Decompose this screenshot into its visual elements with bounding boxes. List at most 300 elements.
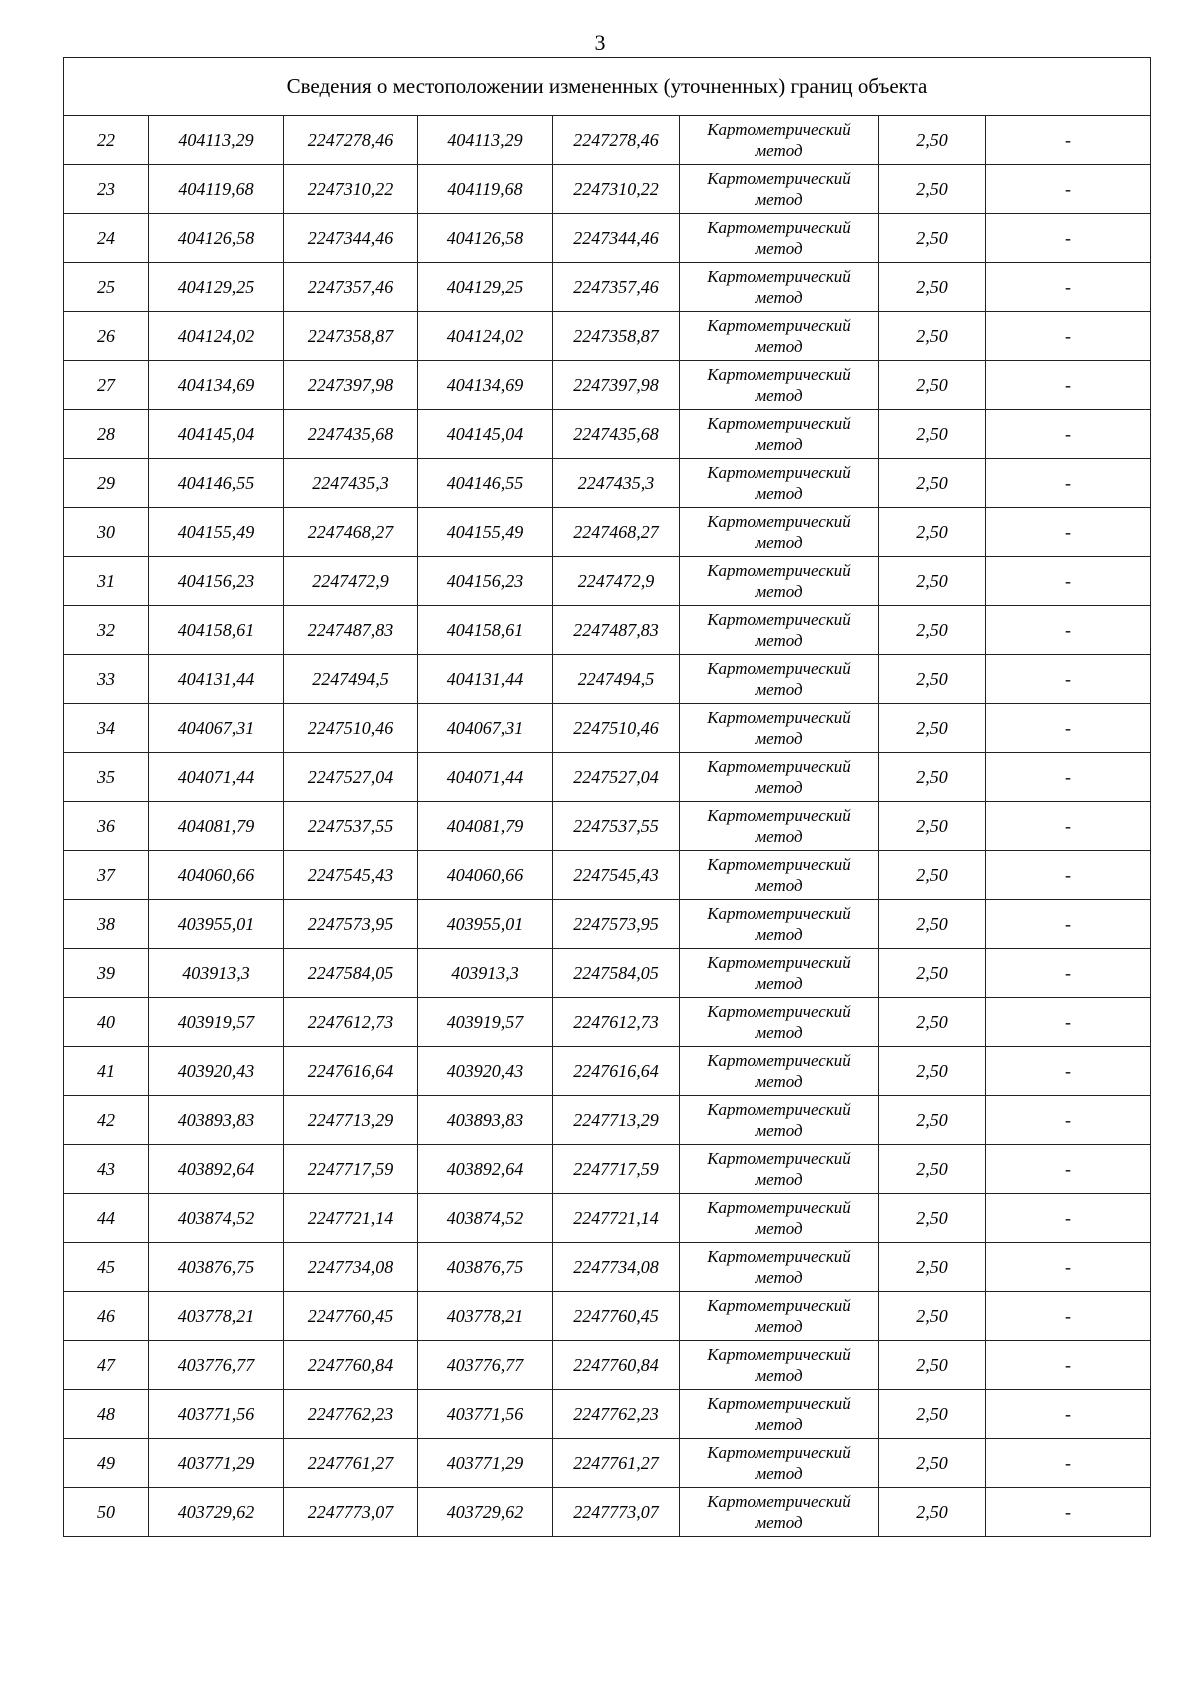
method-line-1: Картометрический [707,414,851,433]
refined-x-cell: 403920,43 [418,1047,553,1096]
method-cell [680,1292,879,1341]
existing-x-cell: 404145,04 [149,410,284,459]
method-line-1: Картометрический [707,561,851,580]
refined-y-cell: 2247721,14 [553,1194,680,1243]
method-line-2: метод [755,1415,803,1434]
note-cell: - [986,1390,1151,1439]
refined-y-cell: 2247397,98 [553,361,680,410]
table-row [64,900,1151,949]
note-cell: - [986,949,1151,998]
method-line-2: метод [755,435,803,454]
point-number-cell: 47 [64,1341,149,1390]
accuracy-cell: 2,50 [879,900,986,949]
refined-y-cell: 2247584,05 [553,949,680,998]
table-row [64,1439,1151,1488]
note-cell: - [986,214,1151,263]
existing-y-cell: 2247487,83 [284,606,418,655]
accuracy-cell: 2,50 [879,312,986,361]
existing-x-cell: 404071,44 [149,753,284,802]
method-line-2: метод [755,337,803,356]
refined-y-cell: 2247537,55 [553,802,680,851]
method-line-1: Картометрический [707,610,851,629]
existing-x-cell: 404158,61 [149,606,284,655]
method-line-1: Картометрический [707,1345,851,1364]
refined-x-cell: 404119,68 [418,165,553,214]
existing-x-cell: 403920,43 [149,1047,284,1096]
refined-y-cell: 2247527,04 [553,753,680,802]
note-cell: - [986,1488,1151,1537]
note-cell: - [986,851,1151,900]
existing-x-cell: 403893,83 [149,1096,284,1145]
existing-x-cell: 404119,68 [149,165,284,214]
note-cell: - [986,410,1151,459]
method-line-1: Картометрический [707,463,851,482]
refined-x-cell: 404156,23 [418,557,553,606]
refined-y-cell: 2247468,27 [553,508,680,557]
refined-x-cell: 403919,57 [418,998,553,1047]
table-row [64,655,1151,704]
method-line-2: метод [755,582,803,601]
point-number-cell: 43 [64,1145,149,1194]
accuracy-cell: 2,50 [879,410,986,459]
refined-x-cell: 404158,61 [418,606,553,655]
note-cell: - [986,263,1151,312]
point-number-cell: 23 [64,165,149,214]
method-line-1: Картометрический [707,1247,851,1266]
method-line-2: метод [755,1268,803,1287]
point-number-cell: 26 [64,312,149,361]
existing-x-cell: 404134,69 [149,361,284,410]
method-line-1: Картометрический [707,169,851,188]
refined-x-cell: 404134,69 [418,361,553,410]
method-line-1: Картометрический [707,1100,851,1119]
accuracy-cell: 2,50 [879,802,986,851]
existing-x-cell: 403876,75 [149,1243,284,1292]
note-cell: - [986,1439,1151,1488]
table-row [64,165,1151,214]
method-line-1: Картометрический [707,365,851,384]
accuracy-cell: 2,50 [879,949,986,998]
refined-x-cell: 404124,02 [418,312,553,361]
accuracy-cell: 2,50 [879,116,986,165]
method-cell [680,116,879,165]
refined-y-cell: 2247612,73 [553,998,680,1047]
refined-x-cell: 403771,56 [418,1390,553,1439]
refined-y-cell: 2247734,08 [553,1243,680,1292]
refined-x-cell: 404155,49 [418,508,553,557]
table-row [64,704,1151,753]
method-cell [680,1439,879,1488]
existing-y-cell: 2247760,84 [284,1341,418,1390]
method-line-2: метод [755,1170,803,1189]
method-line-2: метод [755,288,803,307]
refined-y-cell: 2247472,9 [553,557,680,606]
table-row [64,753,1151,802]
refined-x-cell: 404131,44 [418,655,553,704]
note-cell: - [986,312,1151,361]
existing-y-cell: 2247357,46 [284,263,418,312]
note-cell: - [986,1145,1151,1194]
method-cell [680,361,879,410]
refined-y-cell: 2247761,27 [553,1439,680,1488]
point-number-cell: 39 [64,949,149,998]
method-line-1: Картометрический [707,512,851,531]
point-number-cell: 36 [64,802,149,851]
note-cell: - [986,1194,1151,1243]
refined-x-cell: 403892,64 [418,1145,553,1194]
method-cell [680,851,879,900]
accuracy-cell: 2,50 [879,998,986,1047]
table-row [64,802,1151,851]
existing-y-cell: 2247397,98 [284,361,418,410]
note-cell: - [986,900,1151,949]
method-line-2: метод [755,386,803,405]
existing-y-cell: 2247537,55 [284,802,418,851]
point-number-cell: 50 [64,1488,149,1537]
existing-y-cell: 2247584,05 [284,949,418,998]
refined-y-cell: 2247616,64 [553,1047,680,1096]
existing-x-cell: 403955,01 [149,900,284,949]
existing-y-cell: 2247734,08 [284,1243,418,1292]
method-cell [680,165,879,214]
refined-y-cell: 2247310,22 [553,165,680,214]
existing-x-cell: 403776,77 [149,1341,284,1390]
point-number-cell: 45 [64,1243,149,1292]
method-line-2: метод [755,631,803,650]
refined-y-cell: 2247357,46 [553,263,680,312]
method-line-2: метод [755,1317,803,1336]
method-line-1: Картометрический [707,953,851,972]
refined-x-cell: 403874,52 [418,1194,553,1243]
existing-y-cell: 2247721,14 [284,1194,418,1243]
table-row [64,459,1151,508]
note-cell: - [986,655,1151,704]
existing-y-cell: 2247435,68 [284,410,418,459]
accuracy-cell: 2,50 [879,1096,986,1145]
existing-y-cell: 2247545,43 [284,851,418,900]
refined-x-cell: 403771,29 [418,1439,553,1488]
method-cell [680,1194,879,1243]
table-row [64,1488,1151,1537]
refined-y-cell: 2247573,95 [553,900,680,949]
refined-x-cell: 404129,25 [418,263,553,312]
existing-x-cell: 403874,52 [149,1194,284,1243]
table-row [64,1292,1151,1341]
refined-y-cell: 2247545,43 [553,851,680,900]
table-row [64,410,1151,459]
table-row [64,1390,1151,1439]
table-title-row [64,58,1151,116]
existing-x-cell: 404113,29 [149,116,284,165]
note-cell: - [986,361,1151,410]
refined-x-cell: 403778,21 [418,1292,553,1341]
table-row [64,508,1151,557]
note-cell: - [986,508,1151,557]
refined-y-cell: 2247278,46 [553,116,680,165]
method-cell [680,263,879,312]
method-line-2: метод [755,827,803,846]
existing-x-cell: 404060,66 [149,851,284,900]
note-cell: - [986,704,1151,753]
method-cell [680,1243,879,1292]
existing-y-cell: 2247358,87 [284,312,418,361]
method-line-2: метод [755,1072,803,1091]
accuracy-cell: 2,50 [879,263,986,312]
table-row [64,998,1151,1047]
boundary-coordinates-table [63,57,1151,1537]
method-line-1: Картометрический [707,1443,851,1462]
method-cell [680,1341,879,1390]
accuracy-cell: 2,50 [879,606,986,655]
refined-x-cell: 403913,3 [418,949,553,998]
method-cell [680,1096,879,1145]
method-cell [680,704,879,753]
method-cell [680,557,879,606]
table-row [64,116,1151,165]
point-number-cell: 46 [64,1292,149,1341]
method-cell [680,655,879,704]
point-number-cell: 28 [64,410,149,459]
method-line-1: Картометрический [707,708,851,727]
accuracy-cell: 2,50 [879,508,986,557]
existing-y-cell: 2247468,27 [284,508,418,557]
method-cell [680,1047,879,1096]
existing-x-cell: 403778,21 [149,1292,284,1341]
refined-y-cell: 2247713,29 [553,1096,680,1145]
note-cell: - [986,998,1151,1047]
method-cell [680,1145,879,1194]
method-line-1: Картометрический [707,904,851,923]
method-cell [680,214,879,263]
accuracy-cell: 2,50 [879,1145,986,1194]
table-row [64,312,1151,361]
refined-x-cell: 403955,01 [418,900,553,949]
method-line-1: Картометрический [707,1492,851,1511]
existing-y-cell: 2247717,59 [284,1145,418,1194]
accuracy-cell: 2,50 [879,1243,986,1292]
table-title: Сведения о местоположении измененных (уточненных) границ объекта [64,58,1151,116]
refined-y-cell: 2247760,45 [553,1292,680,1341]
refined-y-cell: 2247773,07 [553,1488,680,1537]
method-line-2: метод [755,1219,803,1238]
method-cell [680,1390,879,1439]
method-line-1: Картометрический [707,218,851,237]
method-line-1: Картометрический [707,1296,851,1315]
method-line-1: Картометрический [707,1394,851,1413]
point-number-cell: 22 [64,116,149,165]
method-cell [680,606,879,655]
note-cell: - [986,165,1151,214]
method-line-2: метод [755,680,803,699]
method-line-1: Картометрический [707,1149,851,1168]
accuracy-cell: 2,50 [879,361,986,410]
refined-y-cell: 2247494,5 [553,655,680,704]
existing-x-cell: 404081,79 [149,802,284,851]
existing-x-cell: 404156,23 [149,557,284,606]
existing-x-cell: 403913,3 [149,949,284,998]
point-number-cell: 32 [64,606,149,655]
table-row [64,1341,1151,1390]
note-cell: - [986,1047,1151,1096]
point-number-cell: 24 [64,214,149,263]
method-cell [680,312,879,361]
table-row [64,1096,1151,1145]
accuracy-cell: 2,50 [879,851,986,900]
method-line-1: Картометрический [707,1051,851,1070]
point-number-cell: 38 [64,900,149,949]
existing-y-cell: 2247773,07 [284,1488,418,1537]
existing-x-cell: 404129,25 [149,263,284,312]
existing-x-cell: 403771,56 [149,1390,284,1439]
point-number-cell: 31 [64,557,149,606]
method-cell [680,900,879,949]
refined-x-cell: 404060,66 [418,851,553,900]
method-line-2: метод [755,190,803,209]
point-number-cell: 49 [64,1439,149,1488]
refined-x-cell: 403776,77 [418,1341,553,1390]
accuracy-cell: 2,50 [879,655,986,704]
accuracy-cell: 2,50 [879,1047,986,1096]
refined-y-cell: 2247717,59 [553,1145,680,1194]
existing-y-cell: 2247612,73 [284,998,418,1047]
note-cell: - [986,557,1151,606]
method-line-1: Картометрический [707,316,851,335]
accuracy-cell: 2,50 [879,1194,986,1243]
refined-x-cell: 404067,31 [418,704,553,753]
method-line-1: Картометрический [707,855,851,874]
existing-y-cell: 2247310,22 [284,165,418,214]
accuracy-cell: 2,50 [879,459,986,508]
method-line-1: Картометрический [707,120,851,139]
refined-x-cell: 404146,55 [418,459,553,508]
existing-y-cell: 2247762,23 [284,1390,418,1439]
existing-y-cell: 2247435,3 [284,459,418,508]
existing-x-cell: 403919,57 [149,998,284,1047]
existing-x-cell: 404126,58 [149,214,284,263]
point-number-cell: 37 [64,851,149,900]
accuracy-cell: 2,50 [879,1341,986,1390]
method-line-2: метод [755,1023,803,1042]
point-number-cell: 34 [64,704,149,753]
method-line-1: Картометрический [707,1198,851,1217]
method-line-2: метод [755,1366,803,1385]
method-cell [680,1488,879,1537]
method-line-2: метод [755,778,803,797]
method-cell [680,459,879,508]
method-line-2: метод [755,925,803,944]
point-number-cell: 40 [64,998,149,1047]
accuracy-cell: 2,50 [879,1292,986,1341]
refined-x-cell: 404071,44 [418,753,553,802]
accuracy-cell: 2,50 [879,704,986,753]
accuracy-cell: 2,50 [879,1488,986,1537]
existing-x-cell: 403771,29 [149,1439,284,1488]
accuracy-cell: 2,50 [879,557,986,606]
method-cell [680,802,879,851]
table-row [64,214,1151,263]
table-row [64,361,1151,410]
note-cell: - [986,116,1151,165]
method-cell [680,949,879,998]
method-line-2: метод [755,1121,803,1140]
method-line-2: метод [755,239,803,258]
method-line-2: метод [755,533,803,552]
existing-x-cell: 404146,55 [149,459,284,508]
note-cell: - [986,802,1151,851]
accuracy-cell: 2,50 [879,165,986,214]
refined-x-cell: 403876,75 [418,1243,553,1292]
refined-y-cell: 2247762,23 [553,1390,680,1439]
method-line-1: Картометрический [707,757,851,776]
note-cell: - [986,1096,1151,1145]
point-number-cell: 27 [64,361,149,410]
refined-y-cell: 2247435,68 [553,410,680,459]
method-cell [680,998,879,1047]
note-cell: - [986,1243,1151,1292]
existing-y-cell: 2247472,9 [284,557,418,606]
existing-y-cell: 2247510,46 [284,704,418,753]
refined-y-cell: 2247344,46 [553,214,680,263]
point-number-cell: 48 [64,1390,149,1439]
existing-x-cell: 404131,44 [149,655,284,704]
refined-x-cell: 403729,62 [418,1488,553,1537]
refined-y-cell: 2247487,83 [553,606,680,655]
existing-x-cell: 404155,49 [149,508,284,557]
refined-y-cell: 2247358,87 [553,312,680,361]
method-line-2: метод [755,729,803,748]
existing-x-cell: 403729,62 [149,1488,284,1537]
existing-y-cell: 2247616,64 [284,1047,418,1096]
method-line-1: Картометрический [707,1002,851,1021]
point-number-cell: 33 [64,655,149,704]
method-cell [680,410,879,459]
table-row [64,557,1151,606]
table-row [64,1243,1151,1292]
refined-x-cell: 404113,29 [418,116,553,165]
point-number-cell: 30 [64,508,149,557]
existing-x-cell: 404124,02 [149,312,284,361]
table-row [64,606,1151,655]
accuracy-cell: 2,50 [879,753,986,802]
refined-x-cell: 403893,83 [418,1096,553,1145]
existing-x-cell: 404067,31 [149,704,284,753]
note-cell: - [986,1292,1151,1341]
method-line-2: метод [755,1464,803,1483]
refined-x-cell: 404081,79 [418,802,553,851]
point-number-cell: 25 [64,263,149,312]
existing-y-cell: 2247344,46 [284,214,418,263]
existing-x-cell: 403892,64 [149,1145,284,1194]
existing-y-cell: 2247760,45 [284,1292,418,1341]
existing-y-cell: 2247761,27 [284,1439,418,1488]
method-cell [680,753,879,802]
method-line-2: метод [755,1513,803,1532]
method-line-2: метод [755,484,803,503]
table-row [64,851,1151,900]
method-line-1: Картометрический [707,267,851,286]
accuracy-cell: 2,50 [879,214,986,263]
existing-y-cell: 2247494,5 [284,655,418,704]
table-row [64,949,1151,998]
point-number-cell: 44 [64,1194,149,1243]
accuracy-cell: 2,50 [879,1439,986,1488]
method-cell [680,508,879,557]
existing-y-cell: 2247573,95 [284,900,418,949]
refined-x-cell: 404126,58 [418,214,553,263]
page-number: 3 [594,30,606,55]
method-line-2: метод [755,141,803,160]
point-number-cell: 41 [64,1047,149,1096]
